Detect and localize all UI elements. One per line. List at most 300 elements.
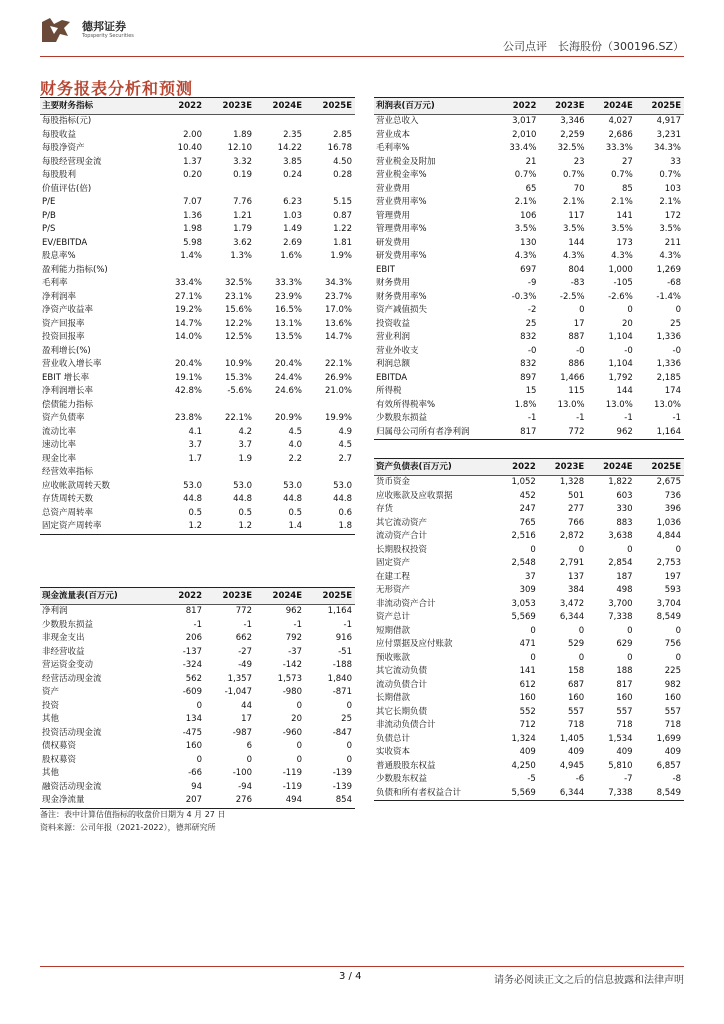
cell-value: -51 (338, 646, 352, 657)
cell-value: 0 (675, 625, 681, 636)
table-row (374, 426, 684, 440)
cell-value: 1,164 (327, 606, 352, 616)
row-label: 投资回报率 (42, 332, 85, 342)
cell-value: 44.8 (283, 494, 302, 504)
cell-value: 1,405 (559, 733, 585, 744)
cell-value: 772 (568, 426, 585, 437)
cell-value: 498 (616, 585, 633, 595)
row-label: 非经营收益 (42, 646, 85, 657)
header-year: 2023E (205, 588, 255, 605)
cell-value: 0.5 (288, 507, 302, 518)
cell-value: 7.76 (233, 197, 252, 207)
table-row (374, 331, 684, 345)
row-label: 融资活动现金流 (42, 781, 102, 792)
cell-value: 22.1% (224, 413, 252, 423)
cell-value: -1 (576, 413, 585, 423)
cell-value: 0.6 (338, 507, 352, 518)
cell-value (305, 115, 355, 129)
cell-value: -871 (332, 687, 352, 697)
cell-value: 14.0% (174, 332, 202, 342)
cell-value (205, 399, 255, 413)
cell-value: 772 (235, 606, 252, 616)
cell-value: 94 (191, 781, 202, 792)
cell-value: -1 (624, 413, 633, 423)
cell-value: 0 (578, 652, 585, 663)
table-row (374, 250, 684, 264)
table-row (40, 358, 355, 372)
table-row (374, 760, 684, 774)
table-row (374, 611, 684, 625)
cell-value: 33 (670, 156, 681, 167)
table-row (374, 719, 684, 733)
cell-value: 3.5% (514, 224, 537, 234)
cell-value: -49 (238, 660, 252, 670)
table-row (374, 372, 684, 386)
cell-value: 27 (621, 156, 633, 167)
cell-value: 887 (568, 332, 585, 342)
row-label: 研发费用率% (376, 251, 427, 261)
cell-value: 13.6% (324, 318, 352, 329)
cell-value: 23.9% (274, 291, 302, 302)
cell-value: -1 (672, 413, 681, 423)
cell-value: 0.7% (562, 170, 585, 180)
cell-value: 2,259 (560, 129, 585, 140)
cell-value: 172 (664, 210, 681, 221)
row-label: 其它长期负债 (376, 706, 428, 717)
row-label: 其他 (42, 714, 60, 724)
cell-value: -6 (575, 774, 585, 784)
cell-value: -2 (527, 305, 537, 315)
cell-value: 5,569 (511, 787, 536, 798)
cell-value: 766 (567, 517, 585, 528)
cell-value: 471 (519, 639, 536, 649)
cell-value: 832 (520, 332, 537, 342)
table-row (40, 304, 355, 318)
cell-value: 1,792 (608, 372, 633, 383)
row-label: 净利润增长率 (42, 386, 94, 396)
cell-value: 3.7 (238, 440, 252, 450)
cell-value: -94 (238, 781, 252, 792)
cell-value: 916 (335, 633, 352, 643)
row-label: 短期借款 (376, 625, 411, 636)
row-label: 资产减值损失 (376, 305, 428, 315)
table-row (374, 264, 684, 278)
cell-value (305, 399, 355, 413)
row-label: 非现金支出 (42, 633, 85, 643)
row-label: EBIT (376, 264, 395, 275)
cell-value: 17 (573, 318, 585, 329)
cell-value: 1,822 (608, 477, 633, 487)
table-row (40, 345, 355, 359)
cell-value: 3.5% (659, 224, 681, 234)
row-label: 流动负债合计 (376, 679, 428, 690)
table-row (374, 692, 684, 706)
cell-value: 1,573 (277, 673, 302, 684)
cell-value: 24.4% (274, 372, 302, 383)
cell-value: 2.1% (562, 197, 585, 207)
table-row (374, 652, 684, 666)
header-label: 现金流量表(百万元) (40, 588, 145, 605)
cell-value: 817 (185, 606, 202, 616)
row-label: 少数股东损益 (42, 619, 94, 630)
cell-value (205, 183, 255, 197)
row-label: 其它流动资产 (376, 517, 428, 528)
cell-value: 1,336 (656, 359, 681, 369)
cell-value: 982 (664, 679, 681, 690)
cell-value: 3,700 (608, 598, 633, 609)
cell-value: 1.37 (183, 156, 202, 167)
cell-value: 4.3% (659, 251, 681, 261)
cell-value: 1,052 (511, 477, 536, 487)
section-title: 财务报表分析和预测 (40, 79, 194, 98)
cell-value: 174 (664, 386, 681, 396)
cell-value: 2,854 (608, 558, 633, 568)
cell-value: 0 (627, 652, 633, 663)
table-header-row (40, 588, 355, 605)
table-row (40, 115, 355, 129)
logo-icon (40, 16, 72, 44)
cell-value: 4,945 (559, 760, 585, 771)
table-row (374, 345, 684, 359)
cell-value: 718 (664, 720, 681, 730)
cell-value: 42.8% (174, 386, 202, 396)
cell-value: -27 (238, 646, 252, 657)
cell-value: 6 (246, 741, 252, 751)
cell-value: 0 (675, 305, 681, 315)
cell-value: -188 (332, 660, 352, 670)
cell-value: 6.23 (283, 197, 302, 207)
cell-value: -83 (570, 278, 585, 288)
cell-value: 0 (246, 754, 252, 765)
table-row (374, 142, 684, 156)
table-row (374, 638, 684, 652)
cell-value: 3,346 (560, 116, 585, 126)
row-label: 营业总收入 (376, 116, 419, 126)
cell-value: 662 (235, 633, 252, 643)
cell-value (305, 264, 355, 278)
header-year: 2022 (483, 98, 540, 115)
row-label: 货币资金 (376, 477, 411, 487)
row-label: 在建工程 (376, 571, 411, 582)
cell-value: 697 (520, 264, 537, 275)
cell-value: -987 (232, 727, 252, 738)
cell-value: -68 (667, 278, 681, 288)
cell-value: 1,324 (511, 733, 536, 744)
cell-value: 34.3% (324, 278, 352, 288)
header-year: 2025E (305, 588, 355, 605)
table-row (40, 794, 355, 808)
table-row (374, 773, 684, 787)
header-divider (40, 56, 684, 57)
cell-value: 225 (664, 666, 681, 676)
cell-value: 409 (616, 747, 633, 757)
row-label: 营业成本 (376, 129, 411, 140)
cell-value: 3.85 (283, 156, 302, 167)
cell-value: 173 (616, 237, 633, 248)
header-year: 2023E (539, 98, 587, 115)
row-label: 流动比率 (42, 426, 77, 437)
cell-value: -0 (527, 345, 537, 356)
cell-value: 0 (578, 625, 585, 636)
cell-value: 1.9 (238, 453, 252, 464)
cell-value: 4.2 (238, 426, 252, 437)
cell-value: 501 (567, 490, 585, 501)
table-row (374, 237, 684, 251)
cell-value: 65 (525, 183, 537, 194)
cell-value: 3.32 (233, 156, 252, 167)
cell-value: 13.5% (274, 332, 302, 342)
table-row (40, 385, 355, 399)
row-label: 财务费用率% (376, 291, 427, 302)
table-row (374, 291, 684, 305)
cell-value: 2,675 (656, 477, 681, 487)
row-label: P/E (42, 197, 56, 207)
cell-value: 0.24 (283, 170, 302, 180)
cell-value: 197 (664, 571, 681, 582)
table-row (40, 264, 355, 278)
row-label: 管理费用率% (376, 224, 427, 234)
cell-value: 14.7% (174, 318, 202, 329)
cell-value: 4.5 (338, 440, 352, 450)
row-label: 营业费用 (376, 183, 411, 194)
row-label: 现金比率 (42, 453, 77, 464)
cell-value (255, 399, 305, 413)
cell-value: 2,548 (511, 558, 536, 568)
cell-value: 0 (296, 700, 302, 711)
cell-value: 5,569 (511, 612, 536, 622)
row-label: 债权募资 (42, 741, 77, 751)
cell-value: 141 (519, 666, 536, 676)
table-row (40, 237, 355, 251)
row-label: 净利润 (42, 606, 68, 616)
table-row (40, 291, 355, 305)
cell-value: -8 (672, 774, 681, 784)
row-label: 每股经营现金流 (42, 156, 102, 167)
cell-value: 2,753 (656, 558, 681, 568)
row-label: P/B (42, 210, 56, 221)
table-row (40, 659, 355, 673)
cell-value: 409 (664, 747, 681, 757)
cell-value: 1,164 (656, 426, 681, 437)
cell-value: 103 (664, 183, 681, 194)
cell-value: 17 (241, 714, 252, 724)
table-row (40, 507, 355, 521)
cell-value: 1.2 (188, 521, 202, 531)
cell-value: 0 (675, 544, 681, 555)
cell-value: 1.7 (188, 453, 202, 464)
row-label: 经营活动现金流 (42, 673, 102, 684)
cell-value (145, 183, 205, 197)
cell-value: 53.0 (233, 480, 252, 491)
header-year: 2022 (145, 98, 205, 115)
row-label: 少数股东权益 (376, 774, 428, 784)
cell-value: 3,231 (656, 129, 681, 140)
cell-value: 4,250 (511, 760, 536, 771)
row-label: 普通股股东权益 (376, 760, 436, 771)
cell-value: 12.2% (224, 318, 252, 329)
table-row (374, 665, 684, 679)
cell-value: -847 (332, 727, 352, 738)
cell-value (205, 115, 255, 129)
cell-value: -1 (293, 619, 302, 630)
cell-value: 2,185 (656, 372, 681, 383)
cell-value: 13.0% (653, 399, 681, 410)
cell-value: 629 (616, 639, 633, 649)
cell-value: 14.22 (277, 143, 302, 153)
cell-value: 962 (285, 606, 302, 616)
row-label: 营业外收支 (376, 345, 419, 356)
cell-value: -980 (282, 687, 302, 697)
cell-value: 1.9% (330, 251, 352, 261)
cell-value: 134 (185, 714, 202, 724)
cell-value: 21.0% (324, 386, 352, 396)
cell-value: 817 (520, 426, 537, 437)
cell-value (255, 183, 305, 197)
table-row (374, 746, 684, 760)
cell-value: 687 (567, 679, 585, 690)
row-label: 偿债能力指标 (42, 399, 94, 410)
row-label: 现金净流量 (42, 795, 85, 805)
cell-value (145, 466, 205, 480)
table-row (374, 385, 684, 399)
cell-value: 962 (616, 426, 633, 437)
cell-value: 23.7% (324, 291, 352, 302)
cell-value: 26.9% (324, 372, 352, 383)
cell-value: -1 (527, 413, 537, 423)
cell-value: 117 (568, 210, 585, 221)
cell-value (255, 264, 305, 278)
cell-value: 19.1% (174, 372, 202, 383)
row-label: 其它流动负债 (376, 666, 428, 676)
cell-value: 765 (519, 517, 536, 528)
table-row (40, 480, 355, 494)
cell-value: 897 (520, 372, 537, 383)
table-row (40, 277, 355, 291)
cell-value: 612 (519, 679, 536, 690)
cell-value: 4.3% (562, 251, 585, 261)
row-label: 营业利润 (376, 332, 411, 342)
row-label: 负债和所有者权益合计 (376, 787, 462, 798)
cell-value: 187 (616, 571, 633, 582)
cell-value: -119 (282, 768, 302, 778)
cell-value: -1 (243, 619, 252, 630)
row-label: 归属母公司所有者净利润 (376, 426, 470, 437)
cell-value: 1,840 (327, 673, 352, 684)
cell-value: 17.0% (324, 305, 352, 315)
table-row (374, 517, 684, 531)
cell-value: 19.2% (174, 305, 202, 315)
cell-value: 6,857 (656, 760, 681, 771)
row-label: 财务费用 (376, 278, 411, 288)
table-row (40, 754, 355, 768)
table-row (40, 632, 355, 646)
cell-value: 4,027 (608, 116, 633, 126)
cell-value: 1,104 (608, 332, 633, 342)
cell-value: 2.00 (183, 129, 202, 140)
cell-value: 23.8% (174, 413, 202, 423)
cell-value: 1.22 (333, 224, 352, 234)
cell-value: 854 (335, 795, 352, 805)
cell-value: 1.8 (338, 521, 352, 531)
cell-value: 188 (616, 666, 633, 676)
cell-value: 16.78 (327, 143, 352, 153)
cell-value: 137 (567, 571, 585, 582)
cell-value: 53.0 (183, 480, 202, 491)
cell-value: 160 (664, 693, 681, 703)
header-year: 2024E (255, 588, 305, 605)
table-row (40, 412, 355, 426)
row-label: 盈利能力指标(%) (42, 264, 108, 275)
cell-value: -0 (624, 345, 633, 356)
cell-value: 23.1% (224, 291, 252, 302)
cell-value: 15 (525, 386, 537, 396)
cell-value: 0 (296, 754, 302, 765)
header-year: 2022 (482, 459, 539, 476)
table-row (374, 223, 684, 237)
cell-value: 15.3% (224, 372, 252, 383)
cell-value: 3.7 (188, 440, 202, 450)
row-label: 研发费用 (376, 237, 411, 248)
table-row (40, 493, 355, 507)
cell-value: 396 (664, 504, 681, 514)
cell-value: 20 (621, 318, 633, 329)
cell-value: 1.6% (280, 251, 302, 261)
cell-value: 2.1% (659, 197, 681, 207)
cell-value: 144 (568, 237, 585, 248)
table-row (40, 183, 355, 197)
cell-value: 3,017 (512, 116, 537, 126)
cell-value (205, 466, 255, 480)
cell-value: 0.5 (238, 507, 252, 518)
cell-value: 32.5% (557, 143, 585, 153)
cell-value: 1.8% (514, 399, 537, 410)
cell-value (255, 345, 305, 359)
cell-value: 247 (519, 504, 536, 514)
cell-value: 206 (185, 633, 202, 643)
cell-value: 309 (519, 585, 536, 595)
cell-value: 2.35 (283, 129, 302, 140)
cell-value: 5.15 (333, 197, 352, 207)
cell-value: 603 (616, 490, 633, 501)
cell-value: 10.9% (224, 359, 252, 369)
row-label: 资产回报率 (42, 318, 85, 329)
cell-value: -1.4% (656, 291, 681, 302)
row-label: 营业税金及附加 (376, 156, 436, 167)
cell-value: 817 (616, 679, 633, 690)
cell-value: 330 (616, 504, 633, 514)
cell-value: 25 (341, 714, 352, 724)
cell-value: 53.0 (333, 480, 352, 491)
cell-value: 1.98 (183, 224, 202, 234)
row-label: 速动比率 (42, 440, 77, 450)
cell-value: 792 (285, 633, 302, 643)
table-row (374, 571, 684, 585)
cash-flow-table (40, 587, 355, 809)
cell-value (305, 466, 355, 480)
table-header-row (374, 98, 684, 115)
row-label: 经营效率指标 (42, 467, 94, 477)
cell-value: 25 (525, 318, 537, 329)
row-label: 每股股利 (42, 170, 77, 180)
cell-value: 0.87 (333, 210, 352, 221)
row-label: 资产 (42, 687, 60, 697)
header-label: 主要财务指标 (40, 98, 145, 115)
cell-value: 529 (567, 639, 585, 649)
cell-value: 0 (530, 652, 536, 663)
cell-value: -5.6% (227, 386, 252, 396)
table-row (40, 700, 355, 714)
cell-value: 15.6% (224, 305, 252, 315)
